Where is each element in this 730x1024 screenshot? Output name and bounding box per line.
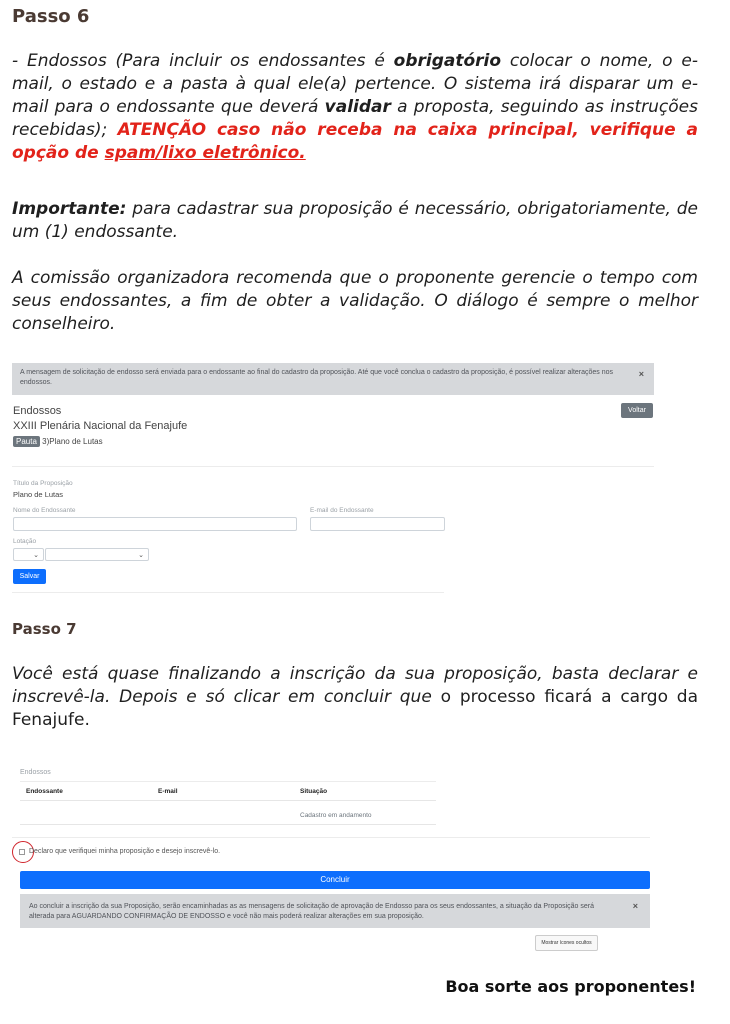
state-select[interactable] [13,548,44,561]
endorsers-table [20,784,436,825]
step7-heading: Passo 7 [12,620,77,638]
text-bold: Importante: [12,199,127,219]
warning-alert [20,894,650,928]
chevron-down-icon: ⌄ [33,552,39,559]
alert-text: Ao concluir a inscrição da sua Proposição, serão encaminhadas as as mensagens de solicitação de aprovação de Endosso para os seus endossantes, a situação da Proposição será alterada para AGUARDANDO CONFIRMAÇÃO DE ENDOSSO e você não mais poderá realizar alterações em sua proposição. [29,903,595,920]
text-bold: validar [324,97,391,117]
title-value: Plano de Lutas [13,490,64,499]
column-header: Situação [300,788,328,796]
column-header: Endossante [26,788,63,796]
step6-paragraph-endossos [12,50,698,165]
endorser-email-input[interactable] [310,517,445,531]
text-segment: Você está quase finalizando a inscrição da sua proposição, basta declarar e inscrevê-la. Depois e só clicar em concluir que [12,664,698,707]
form-title: Endossos [13,405,62,417]
table-header-row [20,784,436,800]
attention-text: ATENÇÃO caso não receba na caixa principal, verifique a opção de spam/lixo eletrônico. [12,120,698,163]
show-hidden-icons-button[interactable]: Mostrar ícones ocultos [535,935,598,951]
title-label: Título da Proposição [13,480,73,487]
event-name: XXIII Plenária Nacional da Fenajufe [13,420,188,432]
conclude-button[interactable]: Concluir [20,871,650,889]
chevron-down-icon: ⌄ [138,552,144,559]
text-segment: colocar o nome, o e-mail, o estado e a pasta à qual ele(a) pertence. O sistema irá disparar um e-mail para o endossante que deverá [12,51,698,117]
status-cell: Cadastro em andamento [300,812,372,819]
text-segment: - Endossos (Para incluir os endossantes é [12,51,394,71]
department-select[interactable] [45,548,149,561]
step7-paragraph [12,663,698,732]
name-label: Nome do Endossante [13,507,76,514]
declaration-checkbox[interactable] [19,849,25,855]
divider [12,592,444,593]
save-button[interactable]: Salvar [13,569,46,584]
pauta-text: 3)Plano de Lutas [42,437,103,446]
text-segment: o processo ficará a cargo da Fenajufe. [12,687,698,730]
close-icon[interactable]: × [632,901,638,911]
closing-message: Boa sorte aos proponentes! [445,977,696,996]
alert-text: A mensagem de solicitação de endosso será enviada para o endossante ao final do cadastro da proposição. Até que você conclua o cadastro da proposição, é possível realizar alterações nos endossos. [20,369,614,386]
divider [12,466,654,467]
table-cell [157,800,299,824]
step6-heading: Passo 6 [12,6,90,27]
text-segment: a proposta, seguindo as instruções recebidas); [12,97,698,140]
checkbox-label: Declaro que verifiquei minha proposição e desejo inscrevê-lo. [29,848,221,855]
column-header: E-mail [158,788,178,796]
pauta-badge: Pauta [13,436,40,447]
table-row [20,800,436,824]
spam-link-text: spam/lixo eletrônico. [104,143,306,163]
close-icon[interactable]: × [638,369,644,379]
info-alert [12,363,654,395]
section-label: Endossos [20,769,51,776]
endorser-name-input[interactable] [13,517,297,531]
lotacao-label: Lotação [13,538,37,545]
email-label: E-mail do Endossante [310,507,374,514]
divider [12,837,650,838]
divider [20,781,436,782]
table-cell [20,800,157,824]
text-bold: obrigatório [393,51,502,71]
step6-paragraph-recommendation: A comissão organizadora recomenda que o proponente gerencie o tempo com seus endossantes, a fim de obter a validação. O diálogo é sempre o melhor conselheiro. [12,268,698,334]
pauta-line [13,437,103,446]
back-button[interactable]: Voltar [621,403,653,418]
text-segment: para cadastrar sua proposição é necessário, obrigatoriamente, de um (1) endossante. [12,199,698,242]
step6-paragraph-importante [12,198,698,244]
